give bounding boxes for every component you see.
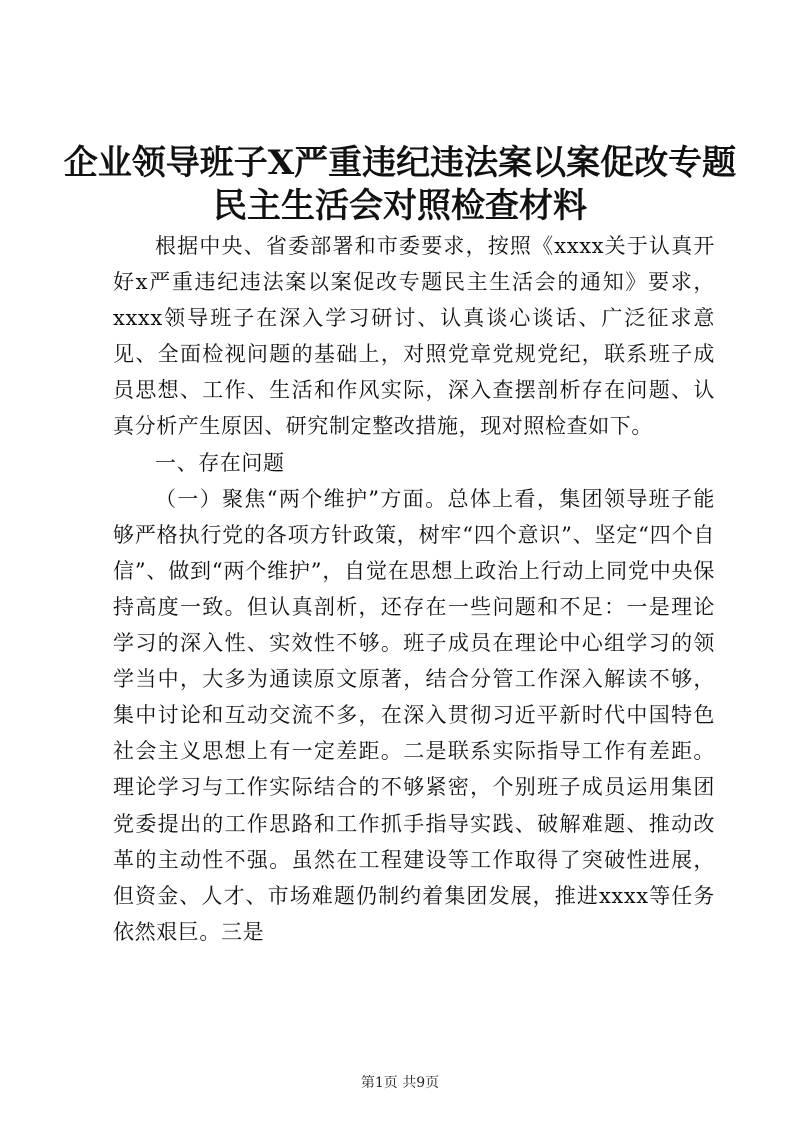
page-footer: 第1页 共9页 [360, 1075, 440, 1091]
intro-paragraph: 根据中央、省委部署和市委要求，按照《xxxx关于认真开好x严重违纪违法案以案促改专题民主生活会的通知》要求，xxxx领导班子在深入学习研讨、认真谈心谈话、广泛征求意见、全面检视问题的基础上，对照党章党规党纪，联系班子成员思想、工作、生活和作风实际，深入查摆剖析存在问题、认真分析产生原因、研究制定整改措施，现对照检查如下。 [113, 234, 715, 439]
body-paragraph: （一）聚焦“两个维护”方面。总体上看，集团领导班子能够严格执行党的各项方针政策，树牢“四个意识”、坚定“四个自信”、做到“两个维护”，自觉在思想上政治上行动上同党中央保持高度一致。但认真剖析，还存在一些问题和不足：一是理论学习的深入性、实效性不够。班子成员在理论中心组学习的领学当中，大多为通读原文原著，结合分管工作深入解读不够，集中讨论和互动交流不多，在深入贯彻习近平新时代中国特色社会主义思想上有一定差距。二是联系实际指导工作有差距。理论学习与工作实际结合的不够紧密，个别班子成员运用集团党委提出的工作思路和工作抓手指导实践、破解难题、推动改革的主动性不强。虽然在工程建设等工作取得了突破性进展，但资金、人才、市场难题仍制约着集团发展，推进xxxx等任务依然艰巨。三是 [113, 486, 715, 944]
document-title-line-1: 企业领导班子X严重违纪违法案以案促改专题 [63, 143, 737, 183]
document-title-line-2: 民主生活会对照检查材料 [213, 186, 587, 226]
section-heading-existing-problems: 一、存在问题 [155, 450, 285, 475]
document-body [113, 228, 715, 950]
